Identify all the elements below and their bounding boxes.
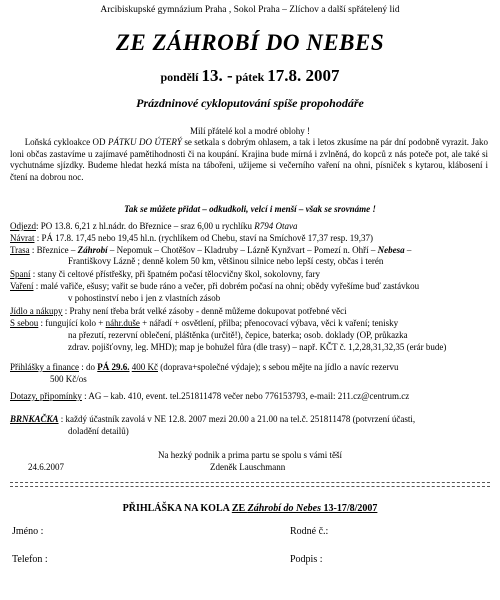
prihlasky-date: PÁ 29.6.: [97, 362, 130, 372]
info-odjezd: [10, 221, 492, 232]
trasa-nebesa: Nebesa: [377, 245, 405, 255]
intro-paragraph: [10, 137, 488, 183]
date-prefix: pondělí: [160, 70, 199, 84]
navrat-label: Návrat: [10, 233, 35, 243]
vareni-label: Vaření: [10, 281, 34, 291]
sebou-nahr-duse: náhr.duše: [105, 318, 140, 328]
brnkacka-line2: doladění detailů): [68, 426, 129, 436]
sebou-text-b: + nářadí + osvětlení, přilba; přenocovací výbava, věci k vaření; tenisky: [139, 318, 399, 328]
prihlasky-amount: 400 Kč: [131, 362, 158, 372]
slogan: Tak se můžete přidat – odkudkoli, velcí i menší – však se srovnáme !: [124, 204, 376, 214]
intro-text-italic: PÁTKU DO ÚTERÝ: [108, 137, 182, 147]
info-dotazy: [10, 391, 492, 402]
event-dates: [0, 66, 500, 86]
form-title-b: ZE: [231, 503, 248, 514]
info-prihlasky: [10, 362, 492, 373]
date-end: 17.8. 2007: [267, 66, 340, 85]
prihlasky-text-a: : do: [78, 362, 98, 372]
jidlo-label: Jídlo a nákupy: [10, 306, 63, 316]
prihlasky-label: Přihlášky a finance: [10, 362, 79, 372]
trasa-label: Trasa: [10, 245, 30, 255]
closing-name: Zdeněk Lauschmann: [210, 462, 286, 472]
jidlo-text: : Prahy není třeba brát velké zásoby - denně můžeme dokupovat potřebné věci: [62, 306, 347, 316]
info-jidlo: [10, 306, 492, 317]
sebou-text-a: : fungující kolo +: [38, 318, 106, 328]
field-telefon[interactable]: Telefon :: [12, 554, 48, 565]
form-title: [0, 503, 500, 514]
field-jmeno[interactable]: Jméno :: [12, 526, 44, 537]
intro-text-a: Loňská cykloakce OD: [24, 137, 109, 147]
info-navrat: [10, 233, 492, 244]
organizer-line: Arcibiskupské gymnázium Praha , Sokol Praha – Zlíchov a další spřátelený lid: [100, 5, 400, 15]
form-title-a: PŘIHLÁŠKA NA KOLA: [122, 503, 232, 514]
dotazy-label: Dotazy, připomínky: [10, 391, 82, 401]
info-sebou: [10, 318, 492, 329]
sebou-line2: na přezutí, rezervní oblečení, pláštěnka (určitě!), čepice, baterka; osob. doklady (OP, průkazka: [68, 330, 408, 340]
prihlasky-text-b: (doprava+společné výdaje); s sebou mějte na jídlo a navíc rezervu: [158, 362, 399, 372]
vareni-line2: v pohostinství nebo i jen z vlastních zásob: [68, 293, 221, 303]
trasa-text-b: – Nepomuk – Chotěšov – Kladruby – Lázně Kynžvart – Pomezí n. Ohří –: [107, 245, 378, 255]
info-spani: [10, 269, 492, 280]
closing-date: 24.6.2007: [28, 462, 64, 472]
navrat-text: : PÁ 17.8. 17,45 nebo 19,45 hl.n. (rychlíkem od Chebu, staví na Smíchově 17,37 resp. 19,37): [34, 233, 373, 243]
odjezd-text: : PO 13.8. 6,21 z hl.nádr. do Březnice – sraz 6,00 u rychlíku: [36, 221, 255, 231]
sebou-line3: zdrav. pojišťovny, leg. MHD); map je bohužel fůra (dle trasy) – např. KČT č. 1,2,28,31,32,35 (erár bude): [68, 342, 447, 352]
trasa-text-c: –: [404, 245, 412, 255]
divider-top: [10, 482, 490, 483]
form-title-c: 13-17/8/2007: [321, 503, 378, 514]
divider-bottom: [10, 486, 490, 487]
dotazy-text: : AG – kab. 410, event. tel.251811478 večer nebo 776153793, e-mail: 211.cz@centrum.cz: [81, 391, 410, 401]
odjezd-label: Odjezd: [10, 221, 36, 231]
date-start: 13. -: [201, 66, 233, 85]
prihlasky-line2: 500 Kč/os: [50, 374, 87, 384]
odjezd-train: R794 Otava: [254, 221, 298, 231]
intro-text-b: se setkala s dobrým ohlasem, a tak i letos zkusíme na pár dní podobně vyrazit. Jako loni občas zastavíme u zajímavé pamětihodnosti či na koupání. Krajina bude mírná i zvlněná, do kopců z nás poteče pot, ale také si vychutnáme sjízdky. Budeme hledat hezká místa na tábořeni, užijeme si večerního vaření na ohni, písniček s kytarou, klábosení i čtení na dobrou noc.: [10, 137, 488, 182]
info-trasa: [10, 245, 492, 256]
brnkacka-text: : každý účastník zavolá v NE 12.8. 2007 mezi 20.00 a 21.00 na tel.č. 251811478 (potvrzení účasti,: [58, 414, 416, 424]
vareni-text: : malé vařiče, ešusy; vařit se bude ráno a večer, při dobrém počasí na ohni; obědy vyřešíme buď zastávkou: [33, 281, 420, 291]
greeting: Milí přátelé kol a modré oblohy !: [190, 126, 310, 136]
brnkacka-label: BRNKAČKA: [10, 414, 59, 424]
subtitle: Prázdninové cykloputování spíše propohodáře: [136, 96, 364, 110]
closing-line: Na hezký podnik a prima partu se spolu s vámi těší: [158, 450, 342, 460]
page-title: ZE ZÁHROBÍ DO NEBES: [115, 30, 385, 55]
trasa-zahrobi: Záhrobí: [77, 245, 108, 255]
trasa-text-a: : Březnice –: [29, 245, 78, 255]
info-brnkacka: [10, 414, 492, 425]
spani-text: : stany či celtové přístřešky, při špatném počasí tělocvičny škol, sokolovny, fary: [30, 269, 321, 279]
field-rodne-cislo[interactable]: Rodné č.:: [290, 526, 329, 537]
spani-label: Spaní: [10, 269, 31, 279]
field-podpis[interactable]: Podpis :: [290, 554, 323, 565]
trasa-line2: Františkovy Lázně ; denně kolem 50 km, většinou silnice nebo lepší cesty, občas i terén: [68, 256, 384, 266]
info-vareni: [10, 281, 492, 292]
date-mid: pátek: [235, 70, 265, 84]
form-title-italic: Záhrobí do Nebes: [247, 503, 321, 514]
sebou-label: S sebou: [10, 318, 39, 328]
